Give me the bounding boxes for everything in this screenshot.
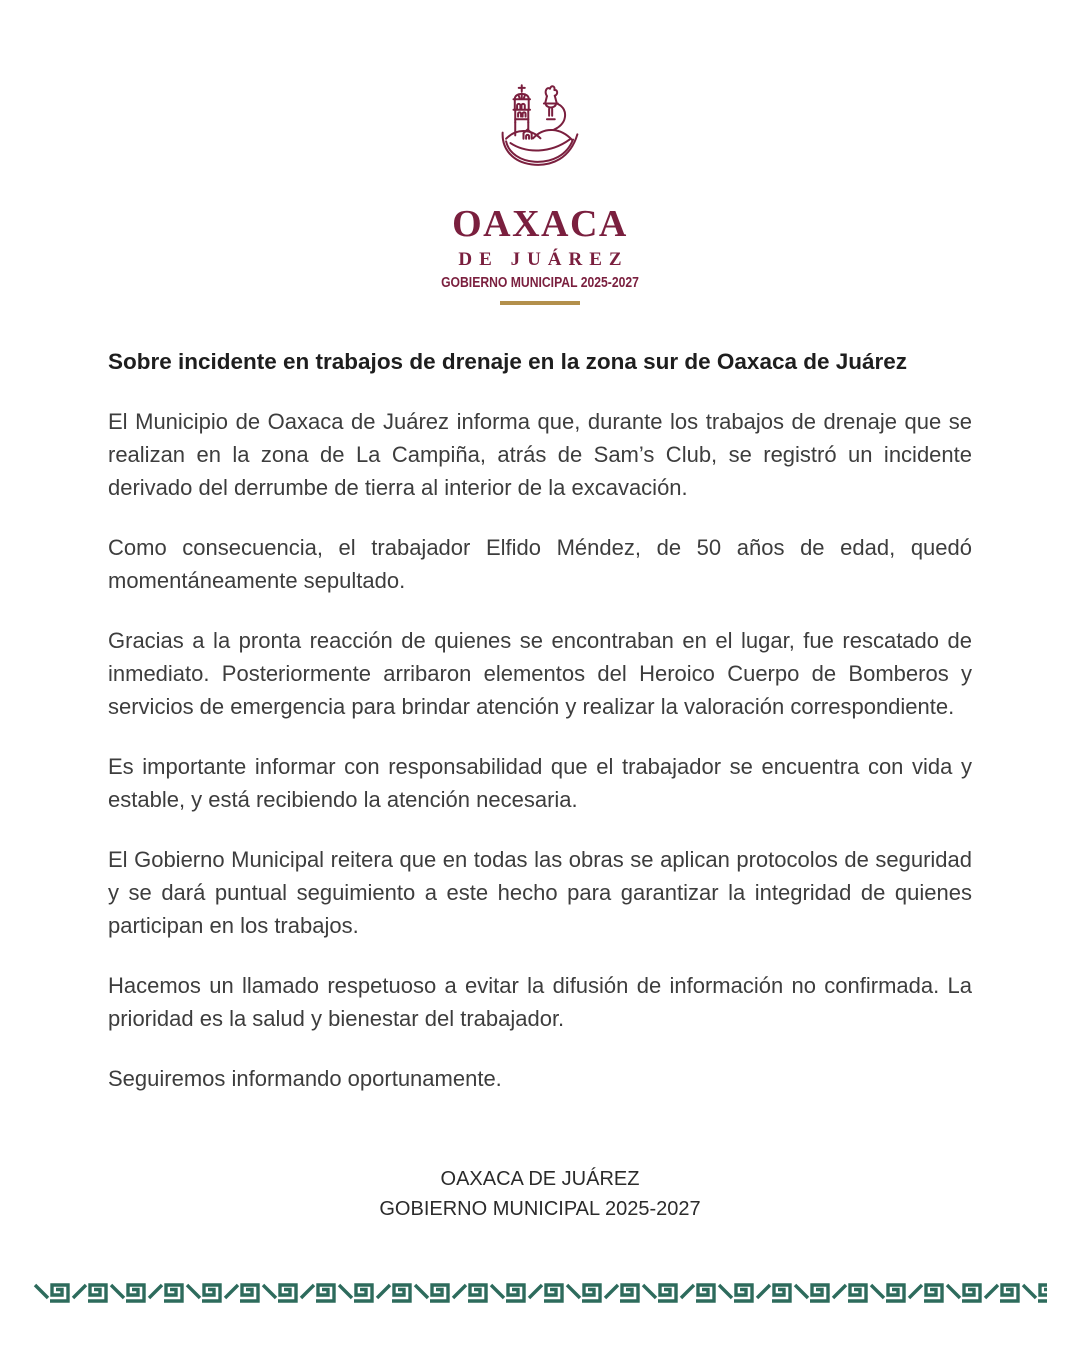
document-body xyxy=(108,345,972,1095)
page-footer xyxy=(0,1164,1080,1224)
body-paragraph: El Municipio de Oaxaca de Juárez informa que, durante los trabajos de drenaje que se realizan en la zona de La Campiña, atrás de Sam’s Club, se registró un incidente derivado del derrumbe de tierra al interior de la excavación. xyxy=(108,408,972,500)
document-title: Sobre incidente en trabajos de drenaje en la zona sur de Oaxaca de Juárez xyxy=(108,348,908,374)
oaxaca-emblem-icon xyxy=(495,84,585,190)
body-paragraph: Es importante informar con responsabilidad que el trabajador se encuentra con vida y estable, y está recibiendo la atención necesaria. xyxy=(108,753,972,812)
greca-border xyxy=(33,1280,1047,1306)
logo-tagline: GOBIERNO MUNICIPAL 2025-2027 xyxy=(441,275,639,291)
footer-term: GOBIERNO MUNICIPAL 2025-2027 xyxy=(379,1198,701,1220)
footer-org-name: OAXACA DE JUÁREZ xyxy=(440,1168,640,1190)
body-paragraph: Seguiremos informando oportunamente. xyxy=(108,1065,502,1091)
body-paragraph: Gracias a la pronta reacción de quienes se encontraban en el lugar, fue rescatado de inmediato. Posteriormente arribaron elementos del Heroico Cuerpo de Bomberos y servicios de emergencia para brindar atención y realizar la valoración correspondiente. xyxy=(108,627,972,719)
body-paragraph: Como consecuencia, el trabajador Elfido Méndez, de 50 años de edad, quedó momentáneamente sepultado. xyxy=(108,534,972,593)
body-paragraph: El Gobierno Municipal reitera que en todas las obras se aplican protocolos de seguridad y se dará puntual seguimiento a este hecho para garantizar la integridad de quienes participan en los trabajos. xyxy=(108,846,972,938)
gold-divider xyxy=(500,301,580,305)
logo-block xyxy=(0,0,1080,305)
logo-wordmark: OAXACA xyxy=(452,203,628,245)
logo-subtitle: DE JUÁREZ xyxy=(458,249,629,270)
greca-border-icon xyxy=(33,1280,1047,1306)
body-paragraph: Hacemos un llamado respetuoso a evitar la difusión de información no confirmada. La prioridad es la salud y bienestar del trabajador. xyxy=(108,972,972,1031)
